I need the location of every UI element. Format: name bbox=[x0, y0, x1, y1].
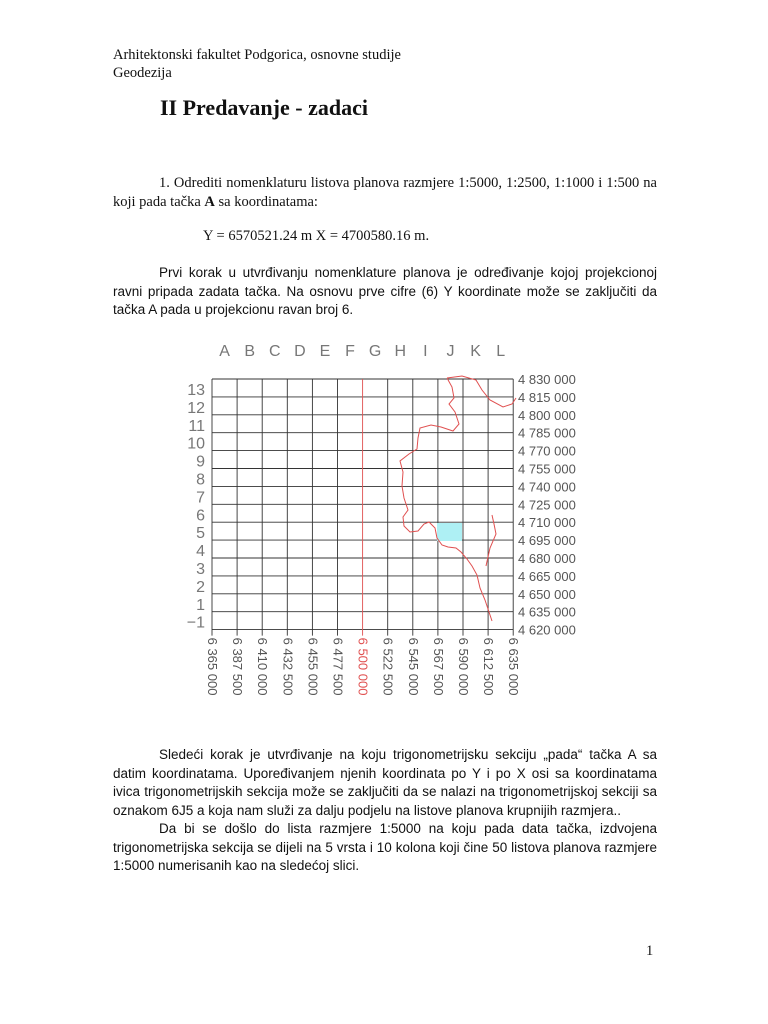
task-1-point-label: A bbox=[204, 193, 215, 210]
y-coordinate-label: 4 635 000 bbox=[518, 604, 576, 620]
column-letter: F bbox=[345, 343, 355, 360]
x-coordinate-label: 6 522 500 bbox=[380, 637, 396, 696]
y-coordinate-label: 4 785 000 bbox=[518, 425, 576, 441]
x-coordinate-label: 6 612 500 bbox=[481, 637, 497, 696]
paragraph-projection-text: Prvi korak u utvrđivanju nomenklature planova je određivanje kojoj projekcionoj ravni pripada zadata tačka. Na osnovu prve cifre (6) Y koordinate može se zaključiti da tačka A pada u projekcionu ravan broj 6. bbox=[113, 265, 657, 317]
y-coordinate-label: 4 665 000 bbox=[518, 568, 576, 584]
x-coordinate-label: 6 590 000 bbox=[456, 637, 471, 696]
column-letter: C bbox=[268, 343, 281, 360]
column-letter: I bbox=[423, 343, 428, 360]
y-coordinate-label: 4 620 000 bbox=[518, 622, 576, 638]
x-coordinate-label: 6 545 000 bbox=[405, 637, 421, 696]
y-coordinate-label: 4 830 000 bbox=[518, 372, 576, 387]
coordinates-line: Y = 6570521.24 m X = 4700580.16 m. bbox=[203, 228, 430, 244]
y-coordinate-label: 4 815 000 bbox=[518, 389, 576, 405]
x-coordinate-label: 6 635 000 bbox=[506, 637, 522, 696]
y-coordinate-label: 4 710 000 bbox=[518, 515, 576, 531]
row-number: 1 bbox=[196, 596, 205, 614]
paragraph-section bbox=[113, 746, 657, 820]
row-number: 11 bbox=[188, 417, 205, 435]
x-coordinate-label: 6 455 000 bbox=[305, 637, 321, 696]
row-number: 9 bbox=[196, 453, 205, 471]
paragraph-division bbox=[113, 820, 657, 876]
section-grid bbox=[187, 343, 576, 695]
row-number: 13 bbox=[187, 381, 205, 399]
page-number: 1 bbox=[646, 943, 654, 959]
border-line bbox=[400, 376, 516, 621]
y-coordinate-label: 4 695 000 bbox=[518, 533, 576, 549]
x-coordinate-label: 6 477 500 bbox=[330, 637, 346, 696]
y-coordinate-label: 4 800 000 bbox=[518, 407, 576, 423]
row-number: 8 bbox=[196, 471, 205, 489]
x-coordinate-label: 6 500 000 bbox=[355, 637, 371, 696]
row-number: 4 bbox=[196, 543, 205, 561]
y-coordinate-label: 4 755 000 bbox=[518, 461, 576, 477]
header-course: Geodezija bbox=[113, 65, 172, 81]
row-number: 2 bbox=[196, 578, 205, 596]
column-letter: A bbox=[219, 343, 230, 360]
paragraph-division-text: Da bi se došlo do lista razmjere 1:5000 na koju pada data tačka, izdvojena trigonometrijska sekcija se dijeli na 5 vrsta i 10 kolona koji čine 50 listova planova razmjere 1:5000 numerisanih kao na sledećoj slici. bbox=[113, 821, 657, 873]
y-coordinate-label: 4 770 000 bbox=[518, 443, 576, 459]
row-number: 6 bbox=[196, 507, 205, 525]
x-coordinate-label: 6 410 000 bbox=[255, 637, 271, 696]
column-letter: G bbox=[368, 343, 382, 360]
column-letter: K bbox=[470, 343, 481, 360]
column-letter: D bbox=[294, 343, 306, 360]
column-letter: H bbox=[394, 343, 407, 360]
task-1-text-a: 1. Odrediti nomenklaturu listova planova razmjere 1:5000, 1:2500, 1:1000 i 1:500 na koji pada tačka bbox=[113, 175, 657, 210]
task-1-text-b: sa koordinatama: bbox=[214, 193, 318, 210]
y-coordinate-label: 4 725 000 bbox=[518, 497, 576, 513]
x-coordinate-label: 6 387 500 bbox=[230, 637, 246, 696]
row-number: 7 bbox=[196, 489, 205, 507]
row-number: 5 bbox=[196, 525, 205, 543]
column-letter: B bbox=[244, 343, 255, 360]
row-number: −1 bbox=[186, 614, 205, 632]
paragraph-section-text: Sledeći korak je utvrđivanje na koju trigonometrijsku sekciju „pada“ tačka A sa datim koordinatama. Upoređivanjem njenih koordinata po Y i po X osi sa koordinatama ivica trigonometrijskih sekcija može se zaključiti da se nalazi na trigonometrijskoj sekciji sa oznakom 6J5 a koja nam služi za dalju podjelu na listove planova krupnijih razmjera.. bbox=[113, 747, 657, 818]
section-6J5-highlight bbox=[437, 523, 462, 541]
x-coordinate-label: 6 432 500 bbox=[280, 637, 296, 696]
y-coordinate-label: 4 680 000 bbox=[518, 551, 576, 566]
row-number: 10 bbox=[187, 435, 205, 453]
header-institution: Arhitektonski fakultet Podgorica, osnovne studije bbox=[113, 47, 401, 63]
column-letter: L bbox=[496, 343, 506, 360]
row-number: 12 bbox=[187, 399, 205, 417]
column-letter: E bbox=[319, 343, 331, 360]
x-coordinate-label: 6 365 000 bbox=[205, 637, 220, 696]
x-coordinate-label: 6 567 500 bbox=[430, 637, 446, 696]
y-coordinate-label: 4 740 000 bbox=[518, 479, 576, 495]
row-number: 3 bbox=[196, 560, 205, 578]
page-title: II Predavanje - zadaci bbox=[160, 95, 368, 120]
column-letter: J bbox=[446, 343, 455, 360]
y-coordinate-label: 4 650 000 bbox=[518, 586, 576, 602]
